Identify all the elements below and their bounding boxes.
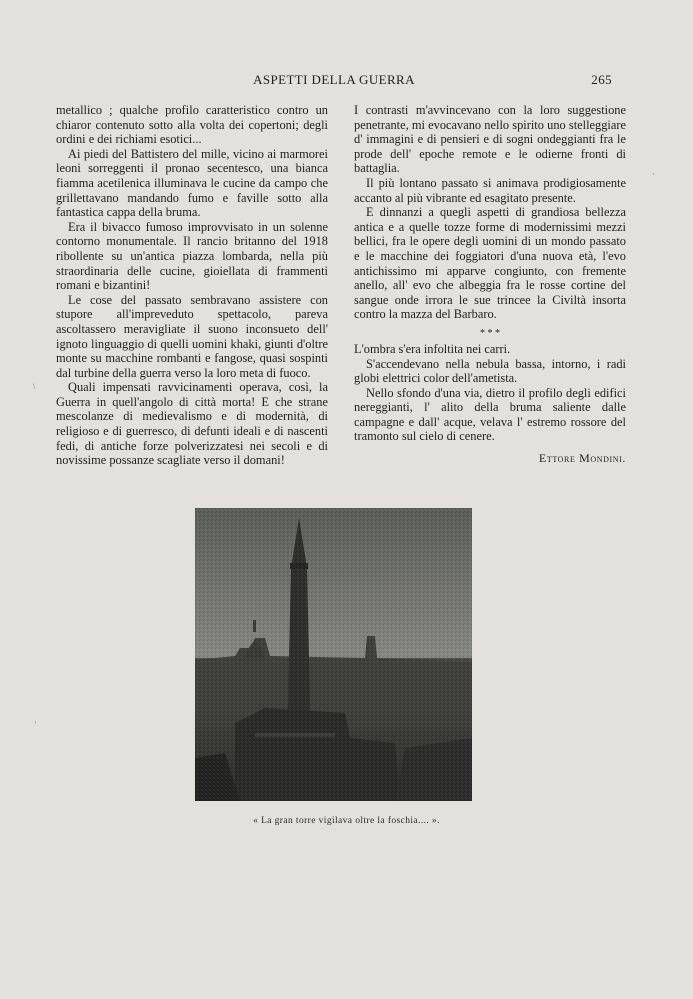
margin-mark: · <box>652 170 655 179</box>
section-separator: * * * <box>480 327 500 339</box>
running-title: ASPETTI DELLA GUERRA <box>253 72 415 87</box>
paragraph: Ai piedi del Battistero del mille, vicino ai marmorei leoni sorreggenti il pronao secentesco, una bianca fiamma acetilenica illuminava le cucine da campo che grillettavano mandando fumo e faville sotto alla fantastica cappa della bruma. <box>56 146 328 220</box>
right-column <box>354 103 626 466</box>
tower-in-mist-image <box>195 508 472 801</box>
author-signature: Ettore Mondini. <box>538 451 626 466</box>
paragraph: Nello sfondo d'una via, dietro il profilo degli edifici nereggianti, l' alito della bruma saliente dalle campagne e dall' acque, velava l' estremo rossore del tramonto sul cielo di cenere. <box>354 385 626 444</box>
margin-mark: ' <box>35 720 37 729</box>
margin-mark: \ <box>33 382 36 391</box>
paragraph: Quali impensati ravvicinamenti operava, così, la Guerra in quell'angolo di città morta! E che strane mescolanze di medievalismo e di modernità, di religioso e di guerresco, di defunti ideali e di nascenti fedi, di antiche forze polverizzatesi nei secoli e di novissime possanze scagliate verso il domani! <box>56 380 328 468</box>
paragraph: Era il bivacco fumoso improvvisato in un solenne contorno monumentale. Il rancio britanno del 1918 ribollente su un'antica piazza lombarda, nella più straordinaria delle cucine, gioiellata di frammenti romani e bizantini! <box>56 219 328 293</box>
paragraph: metallico ; qualche profilo caratteristico contro un chiaror contenuto sotto alla volta dei copertoni; degli ordini e dei richiami esotici... <box>56 103 328 147</box>
page-number: 265 <box>591 72 612 87</box>
paragraph: Le cose del passato sembravano assistere con stupore all'impreveduto spettacolo, pareva ascoltassero meravigliate il suono inconsueto dell' ignoto linguaggio di quelli uomini khaki, giunti d'oltre monte su macchine rombanti e fangose, quasi sospinti dal turbine della guerra verso la loro meta di fuoco. <box>56 292 328 380</box>
illustration <box>195 508 472 801</box>
running-header <box>56 72 612 90</box>
paragraph: L'ombra s'era infoltita nei carri. <box>354 341 511 356</box>
paragraph: E dinnanzi a quegli aspetti di grandiosa bellezza antica e a quelle tozze forme di modernissimi mezzi bellici, fra le opere degli uomini di un mondo passato e le macchine dei foggiatori d'una nuova età, l'evo antichissimo mi apparve congiunto, con fremente anello, all' evo che albeggia fra le rosse cortine del sangue onde irrora le sue trincee la Civiltà insorta contro la mazza del Barbaro. <box>354 205 626 322</box>
figure-caption: « La gran torre vigilava oltre la foschia.... ». <box>253 816 440 826</box>
paragraph: I contrasti m'avvincevano con la loro suggestione penetrante, mi evocavano nello spirito uno stelleggiare d' immagini e di pensieri e di sogni ondeggianti fra le prode dell' epoche remote e le odierne fronti di battaglia. <box>354 103 626 176</box>
paragraph: S'accendevano nella nebula bassa, intorno, i radi globi elettrici color dell'ametista. <box>354 356 626 386</box>
left-column <box>56 103 328 468</box>
paragraph: Il più lontano passato si animava prodigiosamente accanto al più vibrante ed esagitato presente. <box>354 175 626 205</box>
